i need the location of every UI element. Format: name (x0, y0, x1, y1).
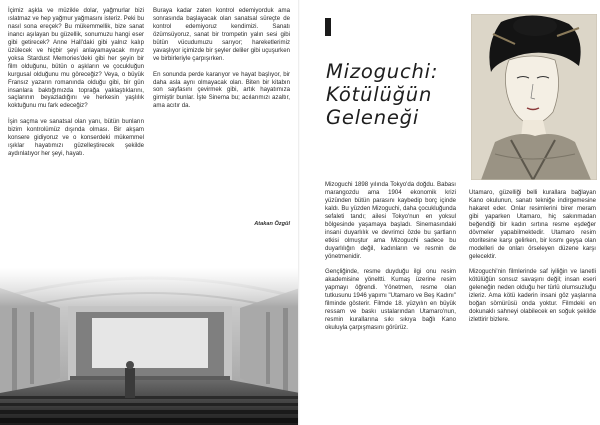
paragraph: Buraya kadar zaten kontrol edemiyorduk ama sonrasında başlayacak olan sanatsal süreçte de kontrol edemiyoruz kendimizi. Sanatı özümsüyoruz, sanat bir trompetin yalın sesi gibi bütün vücudumuzu sarıyor; hareketlerimiz yavaşlıyor içimizde bir şeyler deliler gibi uçuşurken ve birbirleriyle çarpışırken. (153, 7, 290, 62)
right-column-1 (325, 181, 456, 332)
title-line: Mizoguchi: (326, 60, 439, 83)
author-signature: Atakan Özgül (254, 221, 290, 227)
paragraph: Mizoguchi'nin filmlerinde saf iyiliğin ve lanetli kötülüğün sonsuz savaşını değil; insan eseri geleneğin neden olduğu her türlü olumsuzluğu izleriz. Ama kötü kaderin insani göz yaşlarına boğan sömürüsü onda yoktur. Filmdeki en dokunaklı sahneyi olabilecek en soğuk şekilde izlettirir bizlere. (469, 268, 596, 324)
cinema-hall-photo (0, 268, 300, 425)
paragraph: İçimiz aşkla ve müzikle dolar, yağmurlar bizi ıslatmaz ve hep yağmur yağmasını isteriz. Peki bu nasıl sona ereçek? Bu mükemmellik, bize sanat inancı aşılayan bu güzellik, sonumuzu hangi eser gibi getirecek? Anne Hall'daki gibi yalnız kalıp üzülecek ve hiçbir şeyi anlayamayacak mıyız yoksa Stardust Memories'deki gibi her şeyin bir film olduğunu, bütün o aşkların ve çocukluğun kurgusal olduğunu mu göreceğiz? Veya, o büyük Fransız yazarın romanında olduğu gibi, bir gün insanlara baktığımızda toprağa yaklaştıklarını, saçlarının beyazladığını ve herkesin yaşlılık koktuğunu mu fark edeceğiz? (8, 7, 144, 110)
left-column-1 (8, 7, 144, 158)
paragraph: Utamaro, güzelliği belli kurallara bağlayan Kano okulunun, sanatı tekniğe indirgemesine hakaret eder. Onlar resimlerini birer meram gibi yaparken Utamaro, hiç sakınmadan beğendiği bir kadın sırtına resme eşdeğer dövmeler yapabilmektedir. Utamaro resim otoritesine karşı gelirken, bir kısmı geyşa olan modelleri de onları örseleyen düzene karşı gelecektir. (469, 189, 596, 260)
section-marker (325, 18, 331, 36)
ukiyoe-portrait-image (471, 14, 597, 180)
title-line: Geleneği (326, 106, 420, 129)
paragraph: İşin saçma ve sanatsal olan yanı, bütün bunların bizim kontrolümüz dışında olması. Bir akşam konsere gidiyoruz ve o konserdeki mükemmel ışıklar hayatımızı güzelleştirecek şekilde aydınlatıyor her şeyi, hayatı. (8, 118, 144, 158)
right-column-2 (469, 189, 596, 324)
paragraph: Mizoguchi 1898 yılında Tokyo'da doğdu. Babası marangozdu ama 1904 ekonomik krizi yüzünden bütün parasını kaybedip borç içinde kaldı. Bu yüzden Mizoguchi, daha çocukluğunda sefaleti tandı; ailesi Tokyo'nun en yoksul bölgesinde yaşamaya başladı. Sinemasındaki insani duyarlılık ve devrimci özde bu şartların etkisi olmuştur ama Mizoguchi sadece bu duyarlılığın değil, kadınların ve resmin de yönetmenidir. (325, 181, 456, 260)
article-title (326, 60, 476, 129)
title-line: Kötülüğün (326, 83, 433, 106)
paragraph: En sonunda perde kararıyor ve hayat başlıyor, bir daha asla aynı olmayacak olan. Biten bir kitabın son sayfasını çevirmek gibi, artık hayatımıza girmiştir bunlar. İşte Sinema bu; acılarımızı azaltır, ama acıtır da. (153, 70, 290, 110)
paragraph: Gençliğinde, resme duyduğu ilgi onu resim akademisine yöneltti. Kumaş üzerine resim yapmayı öğrendi. Yönetmen, resme olan tutkusunu 1946 yapımı "Utamaro ve Beş Kadını" filminde gösterir. Filmde 18. yüzyılın en büyük ressam ve baskı ustalarından Utamaro'nun, resmin kurallarına sıkı sıkıya bağlı Kano okuluyla çarpışmasını görürüz. (325, 268, 456, 332)
left-column-2 (153, 7, 290, 110)
